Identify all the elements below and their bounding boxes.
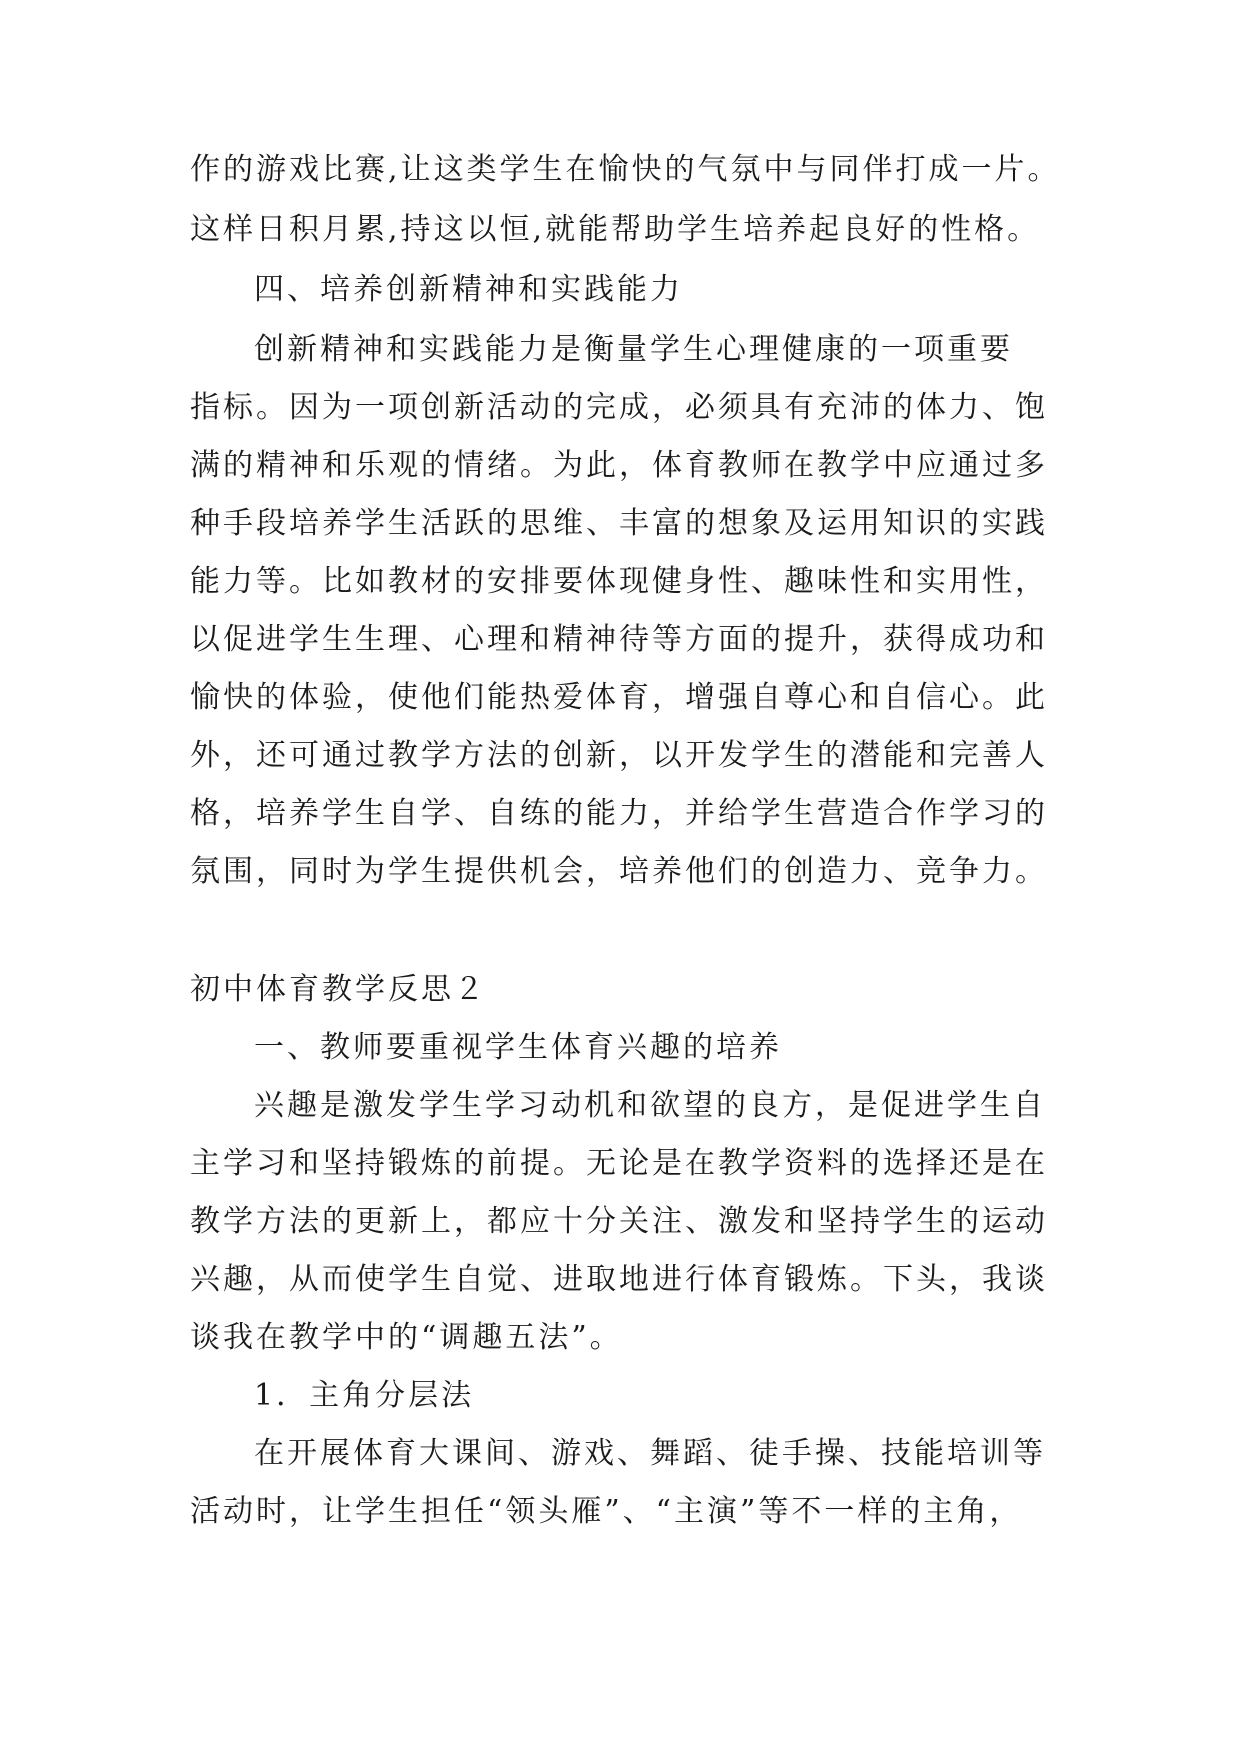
text-line-7: 种手段培养学生活跃的思维、丰富的想象及运用知识的实践 bbox=[190, 506, 1048, 541]
section-heading-4: 四、培养创新精神和实践能力 bbox=[254, 272, 683, 307]
text-line-12: 格，培养学生自学、自练的能力，并给学生营造合作学习的 bbox=[190, 796, 1048, 831]
text-line-22: 在开展体育大课间、游戏、舞蹈、徒手操、技能培训等 bbox=[254, 1436, 1046, 1471]
text-line-10: 愉快的体验，使他们能热爱体育，增强自尊心和自信心。此 bbox=[190, 680, 1048, 715]
text-line-5: 指标。因为一项创新活动的完成，必须具有充沛的体力、饱 bbox=[190, 390, 1048, 425]
text-line-17: 主学习和坚持锻炼的前提。无论是在教学资料的选择还是在 bbox=[190, 1146, 1048, 1181]
text-line-18: 教学方法的更新上，都应十分关注、激发和坚持学生的运动 bbox=[190, 1204, 1048, 1239]
text-line-9: 以促进学生生理、心理和精神待等方面的提升，获得成功和 bbox=[190, 622, 1048, 657]
text-line-11: 外，还可通过教学方法的创新，以开发学生的潜能和完善人 bbox=[190, 738, 1048, 773]
text-line-2: 这样日积月累,持这以恒,就能帮助学生培养起良好的性格。 bbox=[190, 212, 1041, 247]
text-line-13: 氛围，同时为学生提供机会，培养他们的创造力、竞争力。 bbox=[190, 854, 1048, 889]
text-line-20: 谈我在教学中的“调趣五法”。 bbox=[190, 1320, 623, 1355]
text-line-19: 兴趣，从而使学生自觉、进取地进行体育锻炼。下头，我谈 bbox=[190, 1262, 1048, 1297]
text-line-4: 创新精神和实践能力是衡量学生心理健康的一项重要 bbox=[254, 332, 1013, 367]
text-line-1: 作的游戏比赛,让这类学生在愉快的气氛中与同伴打成一片。 bbox=[190, 152, 1061, 187]
text-line-6: 满的精神和乐观的情绪。为此，体育教师在教学中应通过多 bbox=[190, 448, 1048, 483]
subsection-heading-1: 1．主角分层法 bbox=[254, 1378, 475, 1413]
section-heading-1: 一、教师要重视学生体育兴趣的培养 bbox=[254, 1030, 782, 1065]
text-line-23: 活动时，让学生担任“领头雁”、“主演”等不一样的主角， bbox=[190, 1494, 1023, 1529]
text-line-16: 兴趣是激发学生学习动机和欲望的良方，是促进学生自 bbox=[254, 1088, 1046, 1123]
text-line-8: 能力等。比如教材的安排要体现健身性、趣味性和实用性， bbox=[190, 564, 1048, 599]
document-title: 初中体育教学反思２ bbox=[190, 972, 487, 1007]
